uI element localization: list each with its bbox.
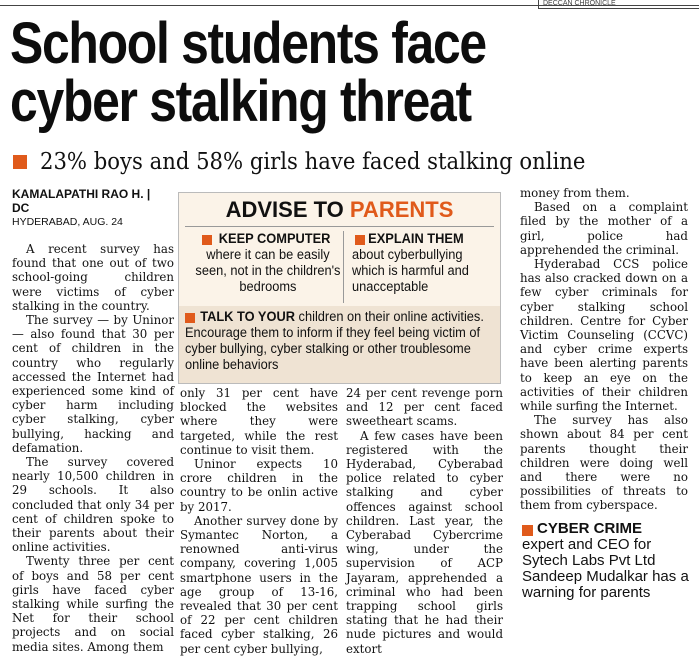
paragraph: 24 per cent revenge porn and 12 per cent faced sweetheart scams. (346, 386, 503, 429)
talk-to-your-tip (185, 309, 491, 373)
paragraph: The survey covered nearly 10,500 children in 29 schools. It also concluded that only 34 per cent of children spoke to their parents about their online activities. (12, 455, 174, 555)
keep-computer-tip (191, 231, 345, 295)
article-column-2 (180, 386, 338, 656)
deck: 23% boys and 58% girls have faced stalking online (40, 149, 586, 175)
tip-body: children on their online activities. Encourage them to inform if they feel being victim of cyber bullying, cyber stalking or other troublesome online behaviors (185, 309, 484, 372)
explain-them-tip (352, 231, 493, 295)
cyber-crime-pullquote (522, 521, 692, 601)
box-title (179, 197, 500, 223)
paragraph: Another survey done by Symantec Norton, a renowned anti-virus company, covering 1,005 smartphone users in the age group of 13-16, revealed that 30 per cent of 22 per cent children faced cyber stalking, 26 per cent cyber bullying, (180, 513, 338, 656)
section-tag: DECCAN CHRONICLE (538, 0, 699, 9)
paragraph: Twenty three per cent of boys and 58 per cent girls have faced cyber stalking while surfing the Net for their school projects and on social media sites. Among them (12, 554, 174, 654)
article-column-1 (12, 242, 174, 654)
byline (12, 187, 174, 215)
tip-heading: KEEP COMPUTER (218, 231, 331, 246)
tip-heading: TALK TO YOUR (200, 309, 295, 324)
paragraph: Based on a complaint filed by the mother of a girl, police had apprehended the criminal. (520, 200, 688, 257)
paragraph: Hyderabad CCS police has also cracked down on a few cyber criminals for cyber stalking school children. Centre for Cyber Victim Counseling (CCVC) and cyber crime experts have been alerting parents to keep an eye on the activities of their children while surfing the Internet. (520, 257, 688, 414)
dateline: HYDERABAD, AUG. 24 (12, 216, 123, 228)
paragraph: A recent survey has found that one out of two school-going children were victims of cyber stalking in the country. (12, 242, 174, 313)
tip-body: about cyberbullying which is harmful and unacceptable (352, 247, 469, 294)
byline-author-org: DC (12, 201, 30, 215)
byline-author: KAMALAPATHI RAO H. | (12, 187, 151, 201)
paragraph: only 31 per cent have blocked the websites where they were targeted, while the rest continue to visit them. (180, 386, 338, 457)
tip-heading: EXPLAIN THEM (368, 231, 464, 246)
pullquote-heading: CYBER CRIME (537, 520, 643, 537)
headline-line-1: School students face (10, 11, 486, 76)
paragraph: Uninor expects 10 crore children in the country to be onlin active by 2017. (180, 457, 338, 514)
paragraph: The survey has also shown about 84 per cent parents thought their children were doing well and there were no possibilities of threats to them from cyberspace. (520, 413, 688, 513)
deck-square-icon (13, 155, 27, 169)
box-divider (185, 226, 494, 227)
paragraph: The survey — by Uninor — also found that 30 per cent of children in the country who regularly accessed the Internet had experienced some kind of cyber harm including cyber stalking, cyber bullying, hacking and defamation. (12, 313, 174, 455)
headline-line-2: cyber stalking threat (10, 69, 471, 134)
box-title-black: ADVISE TO (225, 197, 350, 222)
pullquote-body: expert and CEO for Sytech Labs Pvt Ltd Sandeep Mudalkar has a warning for parents (522, 536, 689, 601)
box-title-orange: PARENTS (349, 197, 454, 222)
tip-body: where it can be easily seen, not in the children's bedrooms (195, 247, 341, 294)
paragraph: money from them. (520, 186, 630, 200)
article-column-4 (520, 186, 688, 513)
paragraph: A few cases have been registered with the Hyderabad, Cyberabad police related to cyber stalking and cyber offences against school children. Last year, the Cyberabad Cybercrime wing, under the supervision of ACP Jayaram, apprehended a criminal who had been trapping school girls stating that he had their nude pictures and would extort (346, 428, 503, 656)
advise-to-parents-box (178, 192, 501, 384)
article-column-3 (346, 386, 503, 656)
